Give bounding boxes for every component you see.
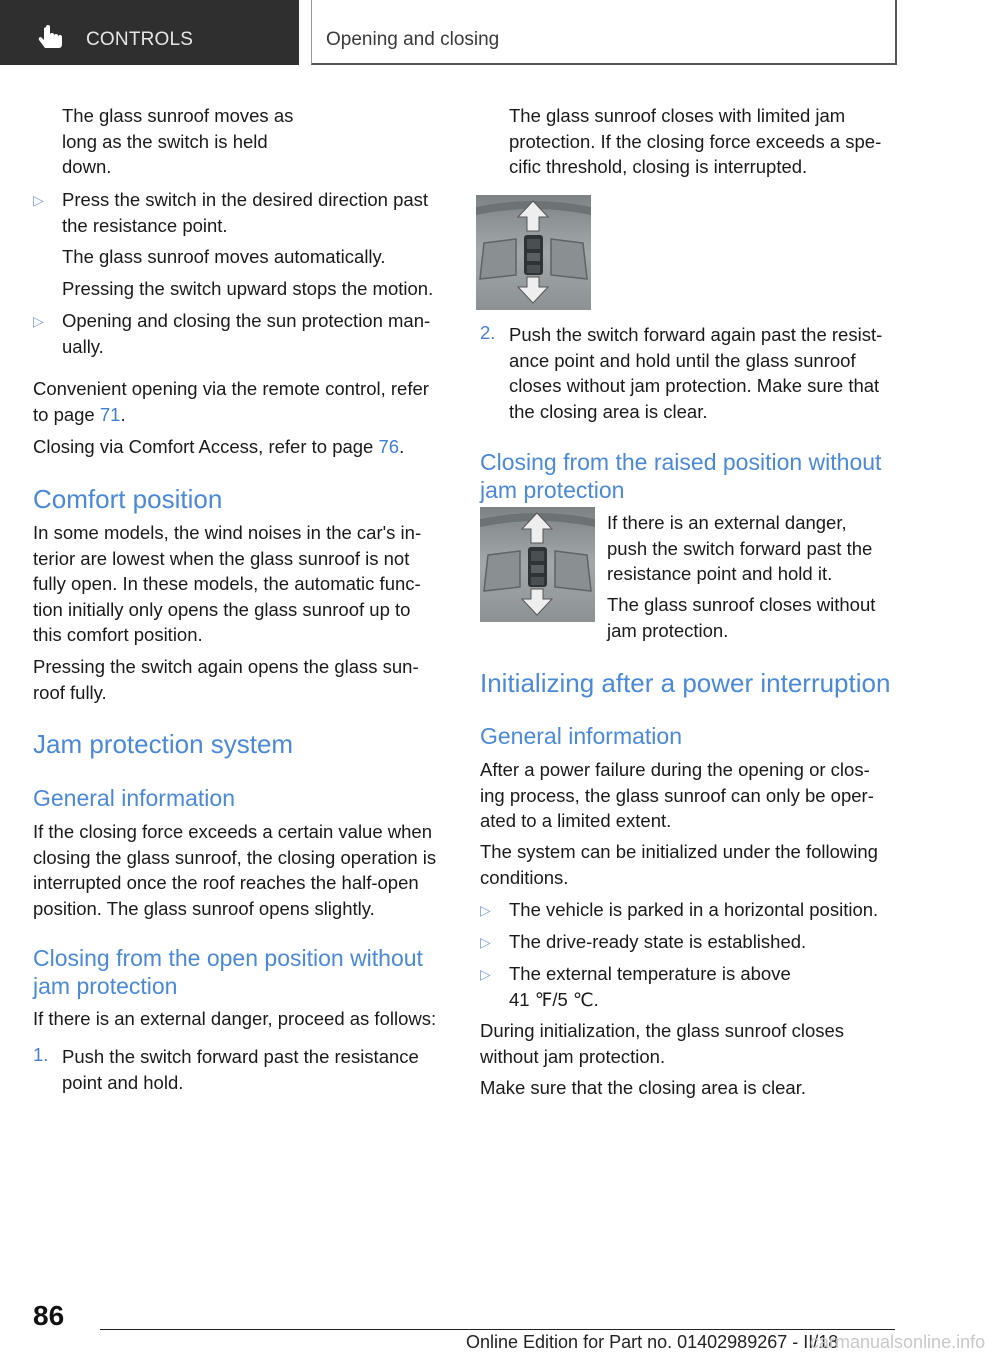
page-number: 86 <box>33 1300 65 1331</box>
step-number: 1. <box>33 1044 49 1065</box>
footer-divider <box>100 1329 895 1330</box>
heading-closing-open-position: Closing from the open position without jam protection <box>33 945 423 999</box>
raised-text: If there is an external danger, push the switch forward past the resistance point and hold it. <box>607 512 873 584</box>
general-info-text: If the closing force exceeds a certain value when closing the glass sunroof, the closing operation is interrupted once the roof reaches the half-open position. The glass sunroof opens slightly. <box>33 821 437 919</box>
limited-jam-text: The glass sunroof closes with limited jam protection. If the closing force exceeds a spe‐ cific threshold, closing is interrupted. <box>509 105 882 177</box>
bullet-marker: ▷ <box>480 934 491 950</box>
intro-text: The glass sunroof moves as long as the switch is held down. <box>62 105 294 177</box>
comfort-text-2: Pressing the switch again opens the glass sun‐ roof fully. <box>33 656 419 703</box>
step-1-text: Push the switch forward past the resistance point and hold. <box>62 1046 419 1093</box>
step-number: 2. <box>480 322 496 343</box>
heading-comfort-position: Comfort position <box>33 484 223 514</box>
bullet-sun-protection: Opening and closing the sun protection man‐ ually. <box>62 310 431 357</box>
bullet-press-sub1: The glass sunroof moves automatically. <box>62 246 386 267</box>
comfort-access-text: Closing via Comfort Access, refer to page 76. <box>33 436 405 457</box>
heading-general-information-2: General information <box>480 723 682 749</box>
bullet-marker: ▷ <box>480 966 491 982</box>
init-text-2: The system can be initialized under the following conditions. <box>480 841 878 888</box>
condition-horizontal: The vehicle is parked in a horizontal position. <box>509 899 879 920</box>
condition-drive-ready: The drive-ready state is established. <box>509 931 807 952</box>
sunroof-switch-illustration <box>476 195 591 310</box>
heading-closing-raised-position: Closing from the raised position without jam protection <box>480 449 882 503</box>
bullet-press-switch: Press the switch in the desired direction past the resistance point. <box>62 189 429 236</box>
heading-general-information: General information <box>33 785 235 811</box>
convenient-opening-text: Convenient opening via the remote control, refer to page 71. <box>33 378 429 425</box>
heading-jam-protection: Jam protection system <box>33 729 294 759</box>
comfort-text: In some models, the wind noises in the car's in‐ terior are lowest when the glass sunroof is not fully open. In these models, the automatic func‐ tion initially only opens the glass sunroof up to this comfort position. <box>33 522 422 645</box>
clear-area-text: Make sure that the closing area is clear. <box>480 1077 806 1098</box>
hand-pointer-icon <box>38 26 66 52</box>
bullet-marker: ▷ <box>480 902 491 918</box>
bullet-press-sub2: Pressing the switch upward stops the motion. <box>62 278 434 299</box>
condition-temperature: The external temperature is above 41 ℉/5 ℃. <box>509 963 791 1010</box>
page-link-71[interactable]: 71 <box>99 403 121 425</box>
watermark: carmanualsonline.info <box>810 1332 985 1352</box>
edition-text: Online Edition for Part no. 01402989267 - II/18 <box>466 1332 839 1352</box>
header-chapter-label: Opening and closing <box>326 29 500 50</box>
header-section-tab <box>0 0 299 65</box>
header-chapter-tab <box>311 0 897 65</box>
bullet-marker: ▷ <box>33 192 44 208</box>
bullet-marker: ▷ <box>33 313 44 329</box>
page-link-76[interactable]: 76 <box>378 436 400 457</box>
step-2-text: Push the switch forward again past the resist‐ ance point and hold until the glass sunroof closes without jam protection. Make sure that the closing area is clear. <box>509 324 883 422</box>
sunroof-switch-illustration <box>480 507 595 622</box>
closing-open-text: If there is an external danger, proceed as follows: <box>33 1008 437 1029</box>
header-section-label: CONTROLS <box>86 29 194 50</box>
heading-initializing: Initializing after a power interruption <box>480 668 891 698</box>
init-text: After a power failure during the opening or clos‐ ing process, the glass sunroof can only be oper‐ ated to a limited extent. <box>480 759 874 831</box>
during-init-text: During initialization, the glass sunroof closes without jam protection. <box>480 1020 845 1067</box>
raised-text-2: The glass sunroof closes without jam protection. <box>607 594 876 641</box>
